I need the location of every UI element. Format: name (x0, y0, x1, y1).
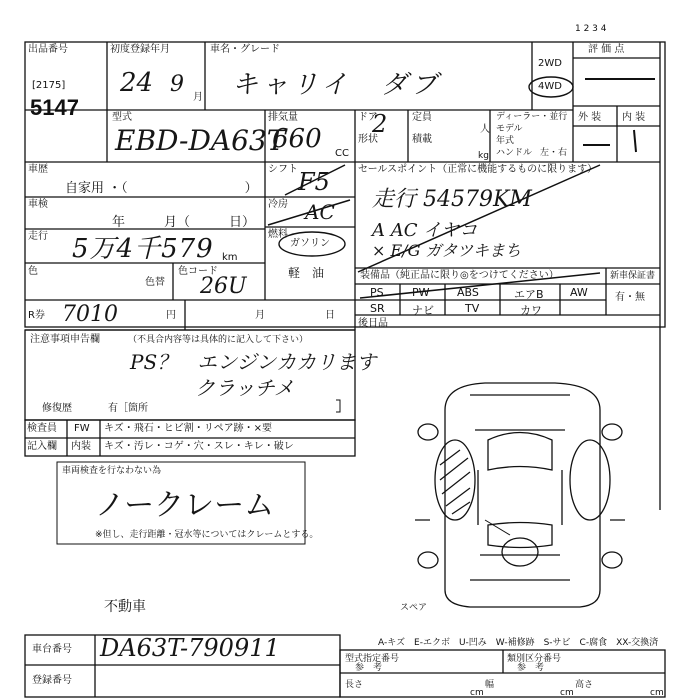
arrival-label: 後日品 (358, 318, 388, 329)
drive-4wd: 4WD (538, 81, 562, 92)
equipment-sr: SR (370, 302, 385, 315)
aircon-label: 冷房 (268, 199, 288, 210)
damage-legend: A-キズ E-エクボ U-凹み W-補修跡 S-サビ C-腐食 XX-交換済 (378, 638, 659, 648)
score-interior-label: 内 装 (622, 112, 646, 123)
equipment-abs: ABS (457, 286, 479, 299)
selling-points-line3: × E/G ガタツキまち (372, 241, 521, 260)
recycle-value: 7010 (62, 302, 118, 327)
history-label: 車歴 (28, 164, 48, 175)
recycle-unit: 円 (166, 310, 176, 321)
equipment-label: 装備品（純正品に限り◎をつけてください） (360, 270, 559, 281)
selling-points-line2: A AC イヤコ (372, 220, 478, 241)
displacement-value: 660 (272, 124, 322, 154)
selling-points-label: セールスポイント（正常に機能するものに限ります） (358, 164, 598, 175)
corner-mark: 1 2 3 4 (575, 24, 607, 34)
first-reg-year: 24 (120, 68, 154, 98)
first-reg-label: 初度登録年月 (110, 44, 170, 55)
no-claim-value: ノークレーム (95, 488, 275, 523)
dim-length: 長さ (345, 680, 364, 690)
color-code-label: 色コード (178, 266, 218, 277)
equipment-leather: カワ (520, 304, 542, 317)
immobile-text: 不動車 (104, 599, 146, 615)
doors-value: 2 (372, 110, 388, 138)
shape-label: 形状 (358, 134, 378, 145)
first-reg-month: 9 (170, 72, 184, 97)
notes-line1: PS？ エンジンカカリます (130, 350, 377, 374)
shift-label: シフト (268, 164, 298, 175)
shift-value: F5 (298, 168, 330, 196)
equipment-ps: PS (370, 286, 384, 299)
no-claim-note: ※但し、走行距離・冠水等についてはクレームとする。 (95, 530, 319, 540)
inspector-label2: 記入欄 (27, 441, 57, 452)
displacement-unit: CC (335, 148, 349, 159)
dim-height-unit: cm (650, 688, 664, 698)
shaken-value: 年 月（ 日） (112, 215, 256, 230)
mileage-unit: km (222, 252, 238, 263)
dim-width-unit: cm (560, 688, 574, 698)
chassis-label: 車台番号 (32, 644, 72, 655)
dealer-line2: モデル (496, 124, 523, 134)
displacement-label: 排気量 (268, 112, 298, 123)
category-number-sub: 参 考 (517, 663, 545, 673)
type-designation-label: 型式指定番号 (345, 654, 400, 664)
capacity-label: 定員 (412, 112, 432, 123)
color-label: 色 (28, 266, 38, 277)
arrival-month-unit: 月 (255, 310, 265, 321)
type-designation-sub: 参 考 (355, 663, 383, 673)
fuel-label: 燃料 (268, 229, 288, 240)
dim-width: 幅 (485, 680, 495, 690)
registration-label: 登録番号 (32, 675, 72, 686)
notes-line2: クラッチメ (195, 376, 294, 400)
car-name-value: キャリイ ダブ (232, 70, 442, 100)
inspector-fw-label: FW (74, 423, 90, 434)
dealer-line3: 年式 (496, 136, 515, 146)
warranty-label: 新車保証書 (610, 271, 656, 281)
score-label: 評 価 点 (588, 44, 625, 55)
aircon-value: AC (305, 200, 335, 224)
load-label: 積載 (412, 134, 432, 145)
shaken-label: 車検 (28, 199, 48, 210)
repair-label: 修復歴 (42, 403, 72, 414)
car-diagram (415, 383, 625, 607)
inspector-in-label: 内装 (71, 441, 91, 452)
repair-value: 有［箇所 (108, 403, 148, 414)
inspector-label1: 検査員 (27, 423, 57, 434)
handle-options: 左・右 (540, 148, 568, 158)
recycle-label: R券 (28, 310, 45, 321)
drive-2wd: 2WD (538, 58, 562, 69)
warranty-value: 有・無 (615, 292, 645, 303)
color-code-value: 26U (200, 274, 247, 299)
dealer-line1: ディーラー・並行 (496, 112, 568, 122)
category-number-label: 類別区分番号 (507, 654, 562, 664)
first-reg-month-unit: 月 (193, 92, 203, 103)
color-sub-label: 色替 (145, 277, 165, 288)
lot-number: 5147 (30, 95, 79, 120)
equipment-airbag: エアB (514, 288, 544, 301)
chassis-value: DA63T-790911 (100, 634, 280, 662)
equipment-navi: ナビ (412, 304, 434, 317)
inspector-fw-items: キズ・飛石・ヒビ割・リペア跡・×要 (104, 423, 272, 434)
equipment-aw: AW (570, 286, 588, 299)
notes-sub-label: （不具合内容等は具体的に記入して下さい） (128, 335, 309, 345)
fuel-gasoline: ガソリン (290, 238, 330, 249)
dim-length-unit: cm (470, 688, 484, 698)
car-name-label: 車名・グレード (210, 44, 280, 55)
inspector-in-items: キズ・汚レ・コゲ・穴・スレ・キレ・破レ (104, 441, 294, 452)
equipment-pw: PW (412, 286, 430, 299)
load-unit: kg (478, 151, 489, 161)
capacity-unit: 人 (480, 124, 490, 135)
no-claim-header: 車両検査を行なわない為 (62, 466, 162, 476)
score-exterior-label: 外 装 (578, 112, 602, 123)
diagram-label: スペア (400, 603, 428, 613)
doors-label: ドア (358, 112, 378, 123)
model-value: EBD-DA63T (115, 124, 286, 157)
lot-label: 出品番号 (28, 44, 68, 55)
dim-height: 高さ (575, 680, 594, 690)
model-label: 型式 (112, 112, 132, 123)
mileage-value: 5万4千579 (72, 234, 214, 264)
mileage-label: 走行 (28, 231, 48, 242)
history-value: 自家用 ・（ ） (65, 181, 258, 196)
equipment-tv: TV (465, 302, 480, 315)
arrival-day-unit: 日 (325, 310, 335, 321)
selling-points-line1: 走行 54579KM (372, 187, 532, 212)
fuel-diesel: 軽 油 (288, 266, 325, 280)
notes-label: 注意事項申告欄 (30, 334, 100, 345)
lot-code: [2175] (32, 80, 66, 91)
handle-label: ハンドル (496, 148, 533, 158)
